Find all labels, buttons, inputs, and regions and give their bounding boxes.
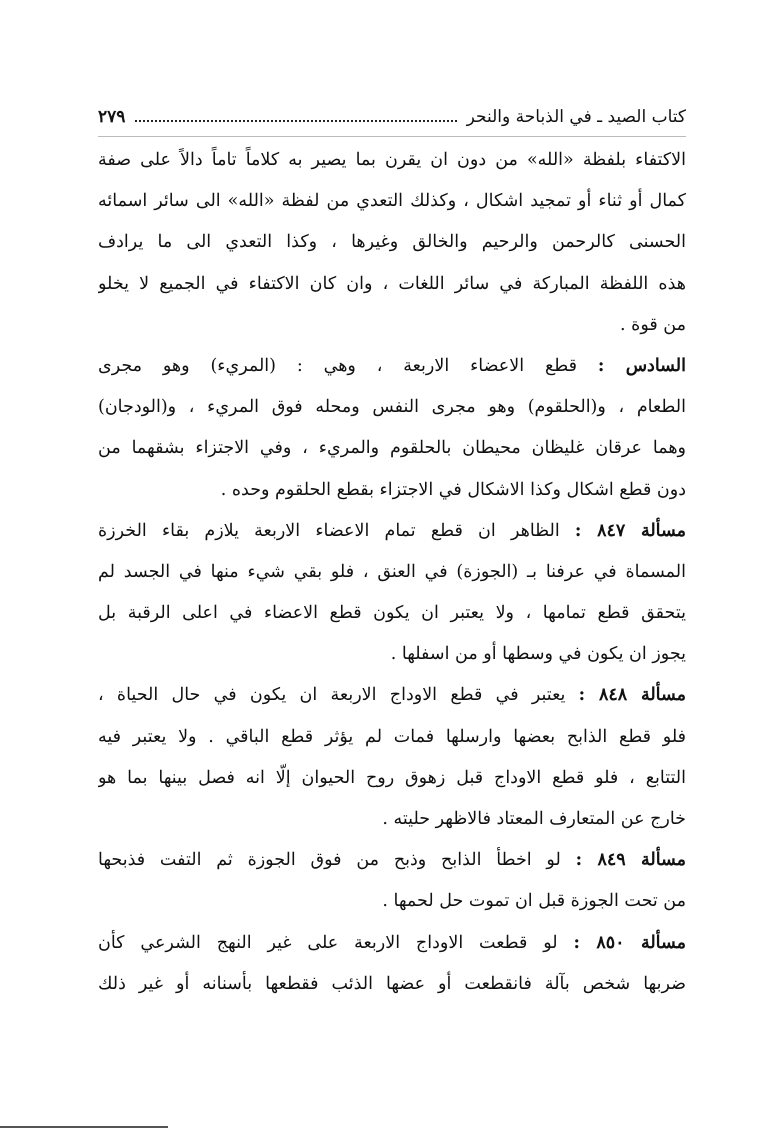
page-number: ٢٧٩ <box>98 107 126 127</box>
body-text <box>98 140 686 1005</box>
line-text: المسماة في عرفنا بـ (الجوزة) في العنق ، فلو بقي شيء منها في الجسد لم <box>98 561 686 582</box>
line-text: هذه اللفظة المباركة في سائر اللغات ، وان كان الاكتفاء في الجميع لا يخلو <box>98 273 686 294</box>
line-text: دون قطع اشكال وكذا الاشكال في الاجتزاء بقطع الحلقوم وحده . <box>220 479 686 500</box>
line-text: يجوز ان يكون في وسطها أو من اسفلها . <box>390 644 686 665</box>
text-line <box>98 675 686 716</box>
line-text: قطع الاعضاء الاربعة ، وهي : (المريء) وهو مجرى <box>98 355 598 376</box>
text-line <box>98 428 686 469</box>
line-text: الحسنى كالرحمن والرحيم والخالق وغيرها ، وكذا التعدي الى ما يرادف <box>98 232 686 253</box>
text-line <box>98 799 686 840</box>
text-line <box>98 346 686 387</box>
text-line <box>98 222 686 263</box>
text-line <box>98 717 686 758</box>
text-line <box>98 552 686 593</box>
line-text: الطعام ، و(الحلقوم) وهو مجرى النفس ومحله فوق المريء ، و(الودجان) <box>98 397 686 418</box>
text-line <box>98 511 686 552</box>
line-text: ضربها شخص بآلة فانقطعت أو عضها الذئب فقطعها بأسنانه أو غير ذلك <box>98 973 686 994</box>
text-line <box>98 387 686 428</box>
section-heading: مسألة ٨٤٩ : <box>575 850 686 871</box>
text-line <box>98 140 686 181</box>
line-text: يعتبر في قطع الاوداج الاربعة ان يكون في حال الحياة ، <box>98 685 579 706</box>
footer-rule <box>0 1126 168 1128</box>
text-line <box>98 470 686 511</box>
line-text: وهما عرقان غليظان محيطان بالحلقوم والمريء ، وفي الاجتزاء بشقهما من <box>98 438 686 459</box>
section-heading: مسألة ٨٤٧ : <box>574 520 686 541</box>
header-leader-dots <box>135 112 456 122</box>
section-heading: السادس : <box>597 355 686 376</box>
section-heading: مسألة ٨٥٠ : <box>573 932 686 953</box>
line-text: فلو قطع الذابح بعضها وارسلها فمات لم يؤثر قطع الباقي . ولا يعتبر فيه <box>98 726 686 747</box>
section-heading: مسألة ٨٤٨ : <box>578 685 686 706</box>
text-line <box>98 881 686 922</box>
text-line <box>98 840 686 881</box>
header-rule <box>98 136 686 137</box>
line-text: التتابع ، فلو قطع الاوداج قبل زهوق روح الحيوان إلّا انه فصل بينها بما هو <box>98 767 686 788</box>
line-text: لو اخطأ الذابح وذبح من فوق الجوزة ثم التفت فذبحها <box>98 850 576 871</box>
line-text: خارج عن المتعارف المعتاد فالاظهر حليته . <box>382 809 686 829</box>
text-line <box>98 923 686 964</box>
text-line <box>98 593 686 634</box>
text-line <box>98 181 686 222</box>
line-text: كمال أو ثناء أو تمجيد اشكال ، وكذلك التعدي من لفظة «الله» الى سائر اسمائه <box>98 191 686 212</box>
line-text: الاكتفاء بلفظة «الله» من دون ان يقرن بما يصير به كلاماً تاماً دالاً على صفة <box>98 150 686 170</box>
text-line <box>98 758 686 799</box>
line-text: لو قطعت الاوداج الاربعة على غير النهج الشرعي كأن <box>98 932 574 953</box>
line-text: من تحت الجوزة قبل ان تموت حل لحمها . <box>382 891 686 912</box>
text-line <box>98 964 686 1005</box>
book-title: كتاب الصيد ـ في الذباحة والنحر <box>466 107 686 127</box>
running-header <box>98 100 686 134</box>
line-text: من قوة . <box>620 314 686 335</box>
line-text: يتحقق قطع تمامها ، ولا يعتبر ان يكون قطع الاعضاء في اعلى الرقبة بل <box>98 603 686 624</box>
text-line <box>98 634 686 675</box>
text-line <box>98 305 686 346</box>
text-line <box>98 264 686 305</box>
line-text: الظاهر ان قطع تمام الاعضاء الاربعة يلازم بقاء الخرزة <box>98 520 575 541</box>
